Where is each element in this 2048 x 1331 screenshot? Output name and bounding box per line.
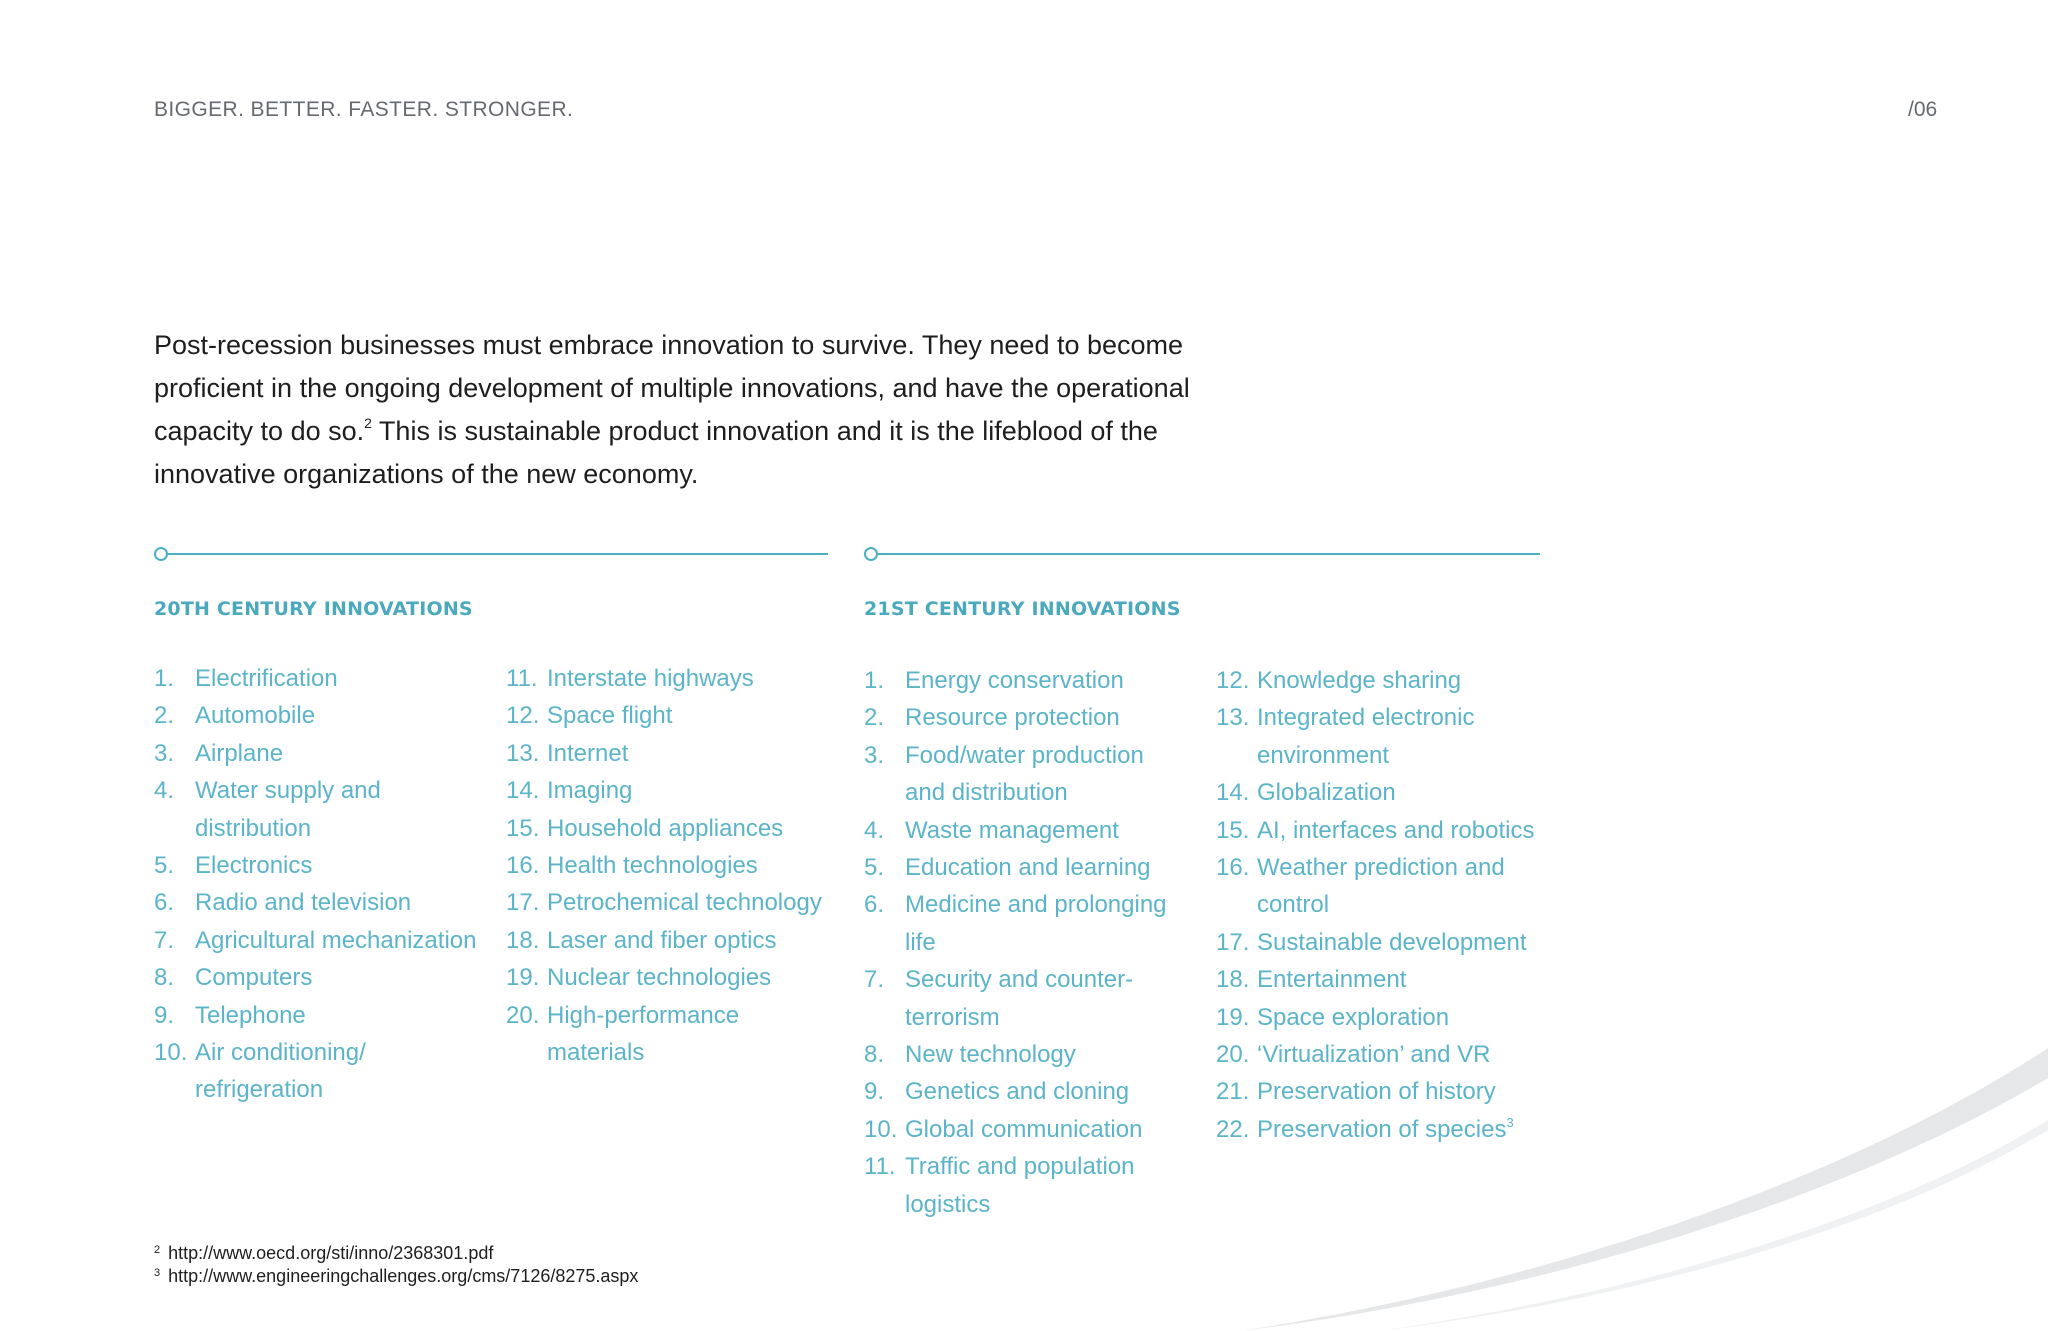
list-item-number: 20. bbox=[1216, 1041, 1250, 1069]
list-item bbox=[1216, 812, 1556, 849]
list-item-label: Nuclear technologies bbox=[547, 964, 772, 992]
list-item-number: 8. bbox=[864, 1041, 885, 1069]
list-item-label: Preservation of species bbox=[1257, 1115, 1507, 1143]
list-item-label: Airplane bbox=[195, 739, 284, 767]
footnote-mark: 2 bbox=[154, 1244, 161, 1256]
list-item-number: 1. bbox=[864, 667, 885, 694]
list-item bbox=[1216, 1036, 1556, 1073]
footnote-link-text: http://www.oecd.org/sti/inno/2368301.pdf bbox=[168, 1243, 494, 1263]
list-item-label: Food/water production and distribution bbox=[905, 741, 1144, 807]
list-item bbox=[506, 697, 836, 734]
list-item bbox=[864, 812, 1184, 849]
list-item-label: Electrification bbox=[195, 665, 338, 692]
list-item-number: 13. bbox=[1216, 704, 1250, 732]
list-item-label: Household appliances bbox=[547, 814, 784, 842]
list-item bbox=[864, 1111, 1184, 1148]
list-item-label: Entertainment bbox=[1257, 966, 1407, 994]
list-item bbox=[506, 735, 836, 772]
divider-line-20th bbox=[166, 553, 828, 555]
intro-text-part2: This is sustainable product innovation and it is the lifeblood of the innovative organizations of the new economy. bbox=[154, 416, 1158, 489]
list-item bbox=[864, 849, 1184, 886]
list-item bbox=[506, 997, 836, 1072]
list-item bbox=[506, 959, 836, 996]
list-20th-century-col1 bbox=[154, 660, 484, 1109]
list-item-number: 9. bbox=[154, 1001, 175, 1029]
list-item bbox=[864, 1073, 1184, 1110]
list-item bbox=[1216, 1111, 1556, 1148]
list-item-label: Internet bbox=[547, 739, 629, 767]
list-item-number: 17. bbox=[506, 889, 540, 917]
list-item-label: Integrated electronic environment bbox=[1257, 704, 1475, 769]
list-item-number: 3. bbox=[154, 739, 175, 767]
list-item-label: Agricultural mechanization bbox=[195, 926, 477, 954]
list-item bbox=[154, 922, 484, 959]
footnote-ref: 2 bbox=[364, 415, 372, 431]
list-item-label: Resource protection bbox=[905, 704, 1120, 732]
list-item-number: 7. bbox=[154, 926, 175, 954]
list-item bbox=[864, 961, 1184, 1036]
list-item-number: 5. bbox=[864, 854, 885, 882]
list-item bbox=[506, 772, 836, 809]
list-item-number: 21. bbox=[1216, 1078, 1250, 1106]
list-item bbox=[1216, 774, 1556, 811]
intro-text-part1: Post-recession businesses must embrace innovation to survive. They need to become proficient in the ongoing development of multiple innovations, and have the operational capacity to do so. bbox=[154, 330, 1190, 446]
list-20th-century-col2 bbox=[506, 660, 836, 1071]
list-item-label: Waste management bbox=[905, 816, 1119, 844]
list-item-number: 2. bbox=[864, 704, 885, 732]
section-title-21st-century: 21ST CENTURY INNOVATIONS bbox=[864, 598, 1181, 620]
list-item-label: Preservation of history bbox=[1257, 1078, 1496, 1106]
list-item-label: New technology bbox=[905, 1041, 1076, 1069]
list-item bbox=[1216, 924, 1556, 961]
list-item-number: 20. bbox=[506, 1001, 540, 1029]
list-item bbox=[506, 847, 836, 884]
list-item bbox=[1216, 699, 1556, 774]
list-item-number: 8. bbox=[154, 964, 175, 992]
list-item bbox=[154, 847, 484, 884]
list-item-number: 15. bbox=[1216, 816, 1250, 844]
list-item-number: 6. bbox=[154, 889, 175, 917]
list-item bbox=[1216, 849, 1556, 924]
list-item-number: 15. bbox=[506, 814, 540, 842]
list-item-number: 12. bbox=[506, 702, 540, 730]
section-title-20th-century: 20TH CENTURY INNOVATIONS bbox=[154, 598, 473, 620]
list-item bbox=[864, 886, 1184, 961]
list-item-label: Interstate highways bbox=[547, 665, 754, 692]
list-item-number: 6. bbox=[864, 891, 885, 919]
list-21st-century-col1 bbox=[864, 662, 1184, 1223]
list-item bbox=[154, 997, 484, 1034]
list-item-number: 9. bbox=[864, 1078, 885, 1106]
list-item bbox=[154, 959, 484, 996]
list-item bbox=[864, 1036, 1184, 1073]
list-item-label: Imaging bbox=[547, 777, 633, 805]
list-item bbox=[154, 697, 484, 734]
list-item bbox=[154, 660, 484, 697]
list-item bbox=[1216, 662, 1556, 699]
list-item-label: High-performance materials bbox=[547, 1001, 740, 1067]
list-item bbox=[864, 1148, 1184, 1223]
list-item bbox=[864, 662, 1184, 699]
list-item-number: 7. bbox=[864, 966, 885, 994]
list-item bbox=[154, 1034, 484, 1109]
list-item-label: Electronics bbox=[195, 852, 313, 880]
list-item-label: Petrochemical technology bbox=[547, 889, 822, 917]
list-item-label: Knowledge sharing bbox=[1257, 667, 1462, 694]
list-item-number: 16. bbox=[1216, 854, 1250, 882]
list-item-label: ‘Virtualization’ and VR bbox=[1257, 1041, 1491, 1069]
footnote-3 bbox=[154, 1265, 638, 1288]
list-item-number: 2. bbox=[154, 702, 175, 730]
list-item bbox=[1216, 1073, 1556, 1110]
list-item-number: 17. bbox=[1216, 928, 1250, 956]
list-item-number: 14. bbox=[506, 777, 540, 805]
list-item-label: Air conditioning/ refrigeration bbox=[195, 1039, 366, 1104]
page-number: /06 bbox=[1908, 98, 1938, 121]
list-item-label: Energy conservation bbox=[905, 667, 1124, 694]
list-item bbox=[506, 922, 836, 959]
footnote-mark: 3 bbox=[154, 1267, 161, 1279]
list-item-number: 19. bbox=[506, 964, 540, 992]
list-item bbox=[864, 699, 1184, 736]
list-item-number: 3. bbox=[864, 741, 885, 769]
list-item-label: Traffic and population logistics bbox=[905, 1153, 1135, 1218]
list-item-number: 10. bbox=[154, 1039, 188, 1067]
list-item-number: 18. bbox=[506, 926, 540, 954]
list-item-label: Globalization bbox=[1257, 779, 1396, 807]
list-item-label: Health technologies bbox=[547, 852, 758, 880]
list-item-label: Medicine and prolonging life bbox=[905, 891, 1167, 956]
divider-line-21st bbox=[876, 553, 1540, 555]
footnote-ref: 3 bbox=[1506, 1114, 1514, 1130]
list-item-number: 14. bbox=[1216, 779, 1250, 807]
list-item-label: Radio and television bbox=[195, 889, 412, 917]
list-item-number: 10. bbox=[864, 1115, 898, 1143]
list-item-label: Automobile bbox=[195, 702, 316, 730]
footnote-2 bbox=[154, 1242, 638, 1265]
list-item-label: Sustainable development bbox=[1257, 928, 1527, 956]
list-item bbox=[1216, 999, 1556, 1036]
list-item-label: Global communication bbox=[905, 1115, 1143, 1143]
list-item-label: Space flight bbox=[547, 702, 673, 730]
list-item-number: 19. bbox=[1216, 1003, 1250, 1031]
intro-paragraph bbox=[154, 324, 1194, 496]
list-item-number: 18. bbox=[1216, 966, 1250, 994]
list-item-label: Laser and fiber optics bbox=[547, 926, 777, 954]
list-item-number: 11. bbox=[864, 1153, 896, 1181]
list-item-label: Education and learning bbox=[905, 854, 1151, 882]
list-item-label: Security and counter-terrorism bbox=[905, 966, 1134, 1031]
list-item bbox=[154, 735, 484, 772]
list-item-number: 12. bbox=[1216, 667, 1250, 694]
footnote-link-text: http://www.engineeringchallenges.org/cms/7126/8275.aspx bbox=[168, 1266, 639, 1286]
list-item bbox=[154, 772, 484, 847]
list-item-number: 11. bbox=[506, 665, 538, 692]
list-item-number: 4. bbox=[864, 816, 885, 844]
list-item bbox=[1216, 961, 1556, 998]
list-item-number: 13. bbox=[506, 739, 540, 767]
document-header-title: BIGGER. BETTER. FASTER. STRONGER. bbox=[154, 98, 574, 121]
list-item-label: Water supply and distribution bbox=[195, 777, 381, 842]
list-item-number: 5. bbox=[154, 852, 175, 880]
list-item-number: 22. bbox=[1216, 1115, 1250, 1143]
list-item bbox=[864, 737, 1184, 812]
list-item bbox=[154, 884, 484, 921]
list-item-label: Genetics and cloning bbox=[905, 1078, 1130, 1106]
list-item-number: 4. bbox=[154, 777, 175, 805]
list-item-label: Telephone bbox=[195, 1001, 306, 1029]
list-item bbox=[506, 810, 836, 847]
list-item bbox=[506, 660, 836, 697]
list-item-number: 16. bbox=[506, 852, 540, 880]
list-item-label: Computers bbox=[195, 964, 313, 992]
list-item-label: Weather prediction and control bbox=[1257, 854, 1505, 919]
footnotes bbox=[154, 1242, 638, 1288]
list-item bbox=[506, 884, 836, 921]
list-item-label: AI, interfaces and robotics bbox=[1257, 816, 1535, 844]
list-item-label: Space exploration bbox=[1257, 1003, 1450, 1031]
list-item-number: 1. bbox=[154, 665, 175, 692]
list-21st-century-col2 bbox=[1216, 662, 1556, 1148]
